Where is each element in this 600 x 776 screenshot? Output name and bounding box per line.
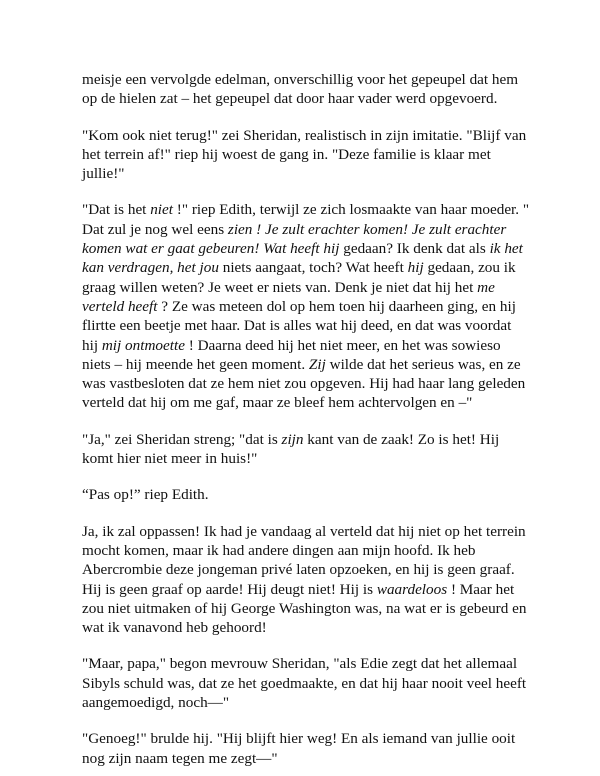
text-run: ? Ze was meteen dol op hem toen hij daarheen ging, en hij flirtte een beetje met haar. Dat is alles wat hij deed, en dat was voordat hij [82, 297, 516, 354]
italic-run: waardeloos [376, 580, 448, 598]
italic-run: hij [407, 259, 424, 277]
text-run: “Pas op!” riep Edith. [82, 486, 209, 504]
paragraph [82, 654, 530, 712]
paragraph [82, 200, 530, 412]
text-run: wilde dat het serieus was, en ze was vastbesloten dat ze hem niet zou opgeven. Hij had haar lang geleden verteld dat hij om me gaf, maar ze bleef hem achtervolgen en –" [82, 355, 526, 412]
text-run: kant van de zaak! Zo is het! Hij komt hier niet meer in huis!" [82, 430, 500, 468]
italic-run: zien ! Je zult erachter komen! Je zult erachter komen wat er gaat gebeuren! Wat heeft hij [82, 220, 507, 258]
italic-run: Zij [308, 355, 326, 373]
text-run: gedaan? Ik denk dat als [339, 240, 490, 258]
italic-run: me verteld heeft [82, 278, 495, 315]
paragraph [82, 485, 530, 504]
paragraph [82, 522, 530, 638]
italic-run: niet [150, 201, 173, 219]
paragraph [82, 70, 530, 109]
text-run: ! Daarna deed hij het niet meer, en het was sowieso niets – hij meende het geen moment. [82, 336, 501, 373]
text-run: "Dat is het [82, 201, 151, 219]
text-run: "Genoeg!" brulde hij. "Hij blijft hier weg! En als iemand van jullie ooit nog zijn naam tegen me zegt—" [82, 730, 516, 767]
text-run: !" riep Edith, terwijl ze zich losmaakte van haar moeder. " Dat zul je nog wel eens [82, 201, 530, 238]
paragraph [82, 430, 530, 469]
paragraph [82, 126, 530, 184]
text-run: "Ja," zei Sheridan streng; "dat is [82, 430, 282, 448]
text-run: ! Maar het zou niet uitmaken of hij George Washington was, na wat er is gebeurd en wat ik vanavond heb gehoord! [82, 580, 527, 637]
italic-run: zijn [281, 430, 304, 448]
italic-run: ik het kan verdragen, het jou [82, 240, 523, 277]
italic-run: mij ontmoette [101, 336, 185, 354]
paragraph [82, 729, 530, 768]
text-run: "Kom ook niet terug!" zei Sheridan, realistisch in zijn imitatie. "Blijf van het terrein af!" riep hij woest de gang in. "Deze familie is klaar met jullie!" [82, 126, 527, 183]
text-run: gedaan, zou ik graag willen weten? Je weet er niets van. Denk je niet dat hij het [82, 259, 516, 296]
text-run: niets aangaat, toch? Wat heeft [218, 259, 408, 277]
text-run: "Maar, papa," begon mevrouw Sheridan, "als Edie zegt dat het allemaal Sibyls schuld was, dat ze het goedmaakte, en dat hij haar nooit veel heeft aangemoedigd, noch—" [82, 655, 527, 712]
text-run: Ja, ik zal oppassen! Ik had je vandaag al verteld dat hij niet op het terrein mocht komen, maar ik had andere dingen aan mijn hoofd. Ik heb Abercrombie deze jongeman privé laten opzoeken, en hij is geen graaf. Hij is geen graaf op aarde! Hij deugt niet! Hij is [82, 522, 526, 598]
text-run: meisje een vervolgde edelman, onverschillig voor het gepeupel dat hem op de hielen zat – het gepeupel dat door haar vader werd opgevoerd. [82, 71, 519, 108]
